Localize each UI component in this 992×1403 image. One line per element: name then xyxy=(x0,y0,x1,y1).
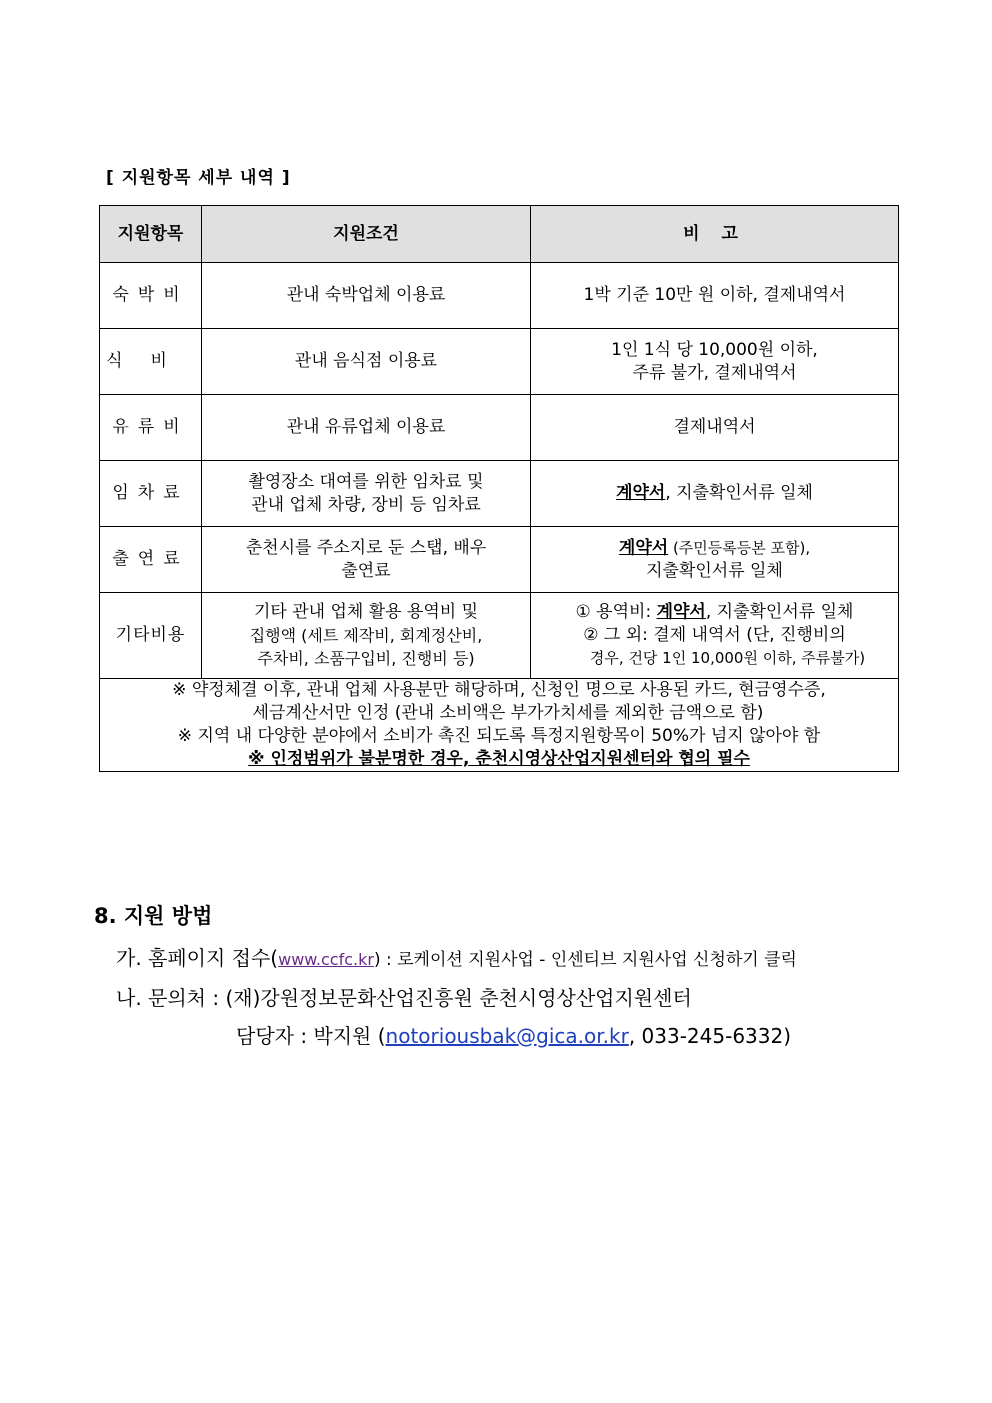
note-line: ② 그 외: 결제 내역서 (단, 진행비의 xyxy=(583,625,846,645)
homepage-link[interactable]: www.ccfc.kr xyxy=(278,950,374,969)
row-item: 유류비 xyxy=(100,395,202,461)
row-condition: 관내 숙박업체 이용료 xyxy=(202,263,531,329)
row-item: 식비 xyxy=(100,329,202,395)
condition-line: 촬영장소 대여를 위한 임차료 및 xyxy=(248,471,484,492)
note-line: 세금계산서만 인정 (관내 소비액은 부가가치세를 제외한 금액으로 함) xyxy=(252,703,764,723)
note-line: 주류 불가, 결제내역서 xyxy=(632,362,797,383)
note-line: 지출확인서류 일체 xyxy=(646,560,783,581)
method-line-homepage xyxy=(116,942,797,971)
note-prefix: ① 용역비: xyxy=(575,602,657,622)
manager-rest: , 033-245-6332) xyxy=(628,1024,792,1048)
email-link[interactable]: notoriousbak@gica.or.kr xyxy=(385,1024,629,1048)
row-note xyxy=(531,461,899,527)
condition-line: 집행액 (세트 제작비, 회계정산비, xyxy=(249,626,483,645)
note-line: ※ 지역 내 다양한 분야에서 소비가 촉진 되도록 특정지원항목이 50%가 넘지 않아야 함 xyxy=(177,726,821,746)
row-condition xyxy=(202,593,531,679)
condition-line: 춘천시를 주소지로 둔 스탭, 배우 xyxy=(245,537,487,558)
note-line xyxy=(537,601,892,624)
note-line: 1인 1식 당 10,000원 이하, xyxy=(611,339,818,360)
note-line: ※ 약정체결 이후, 관내 업체 사용분만 해당하며, 신청인 명으로 사용된 카드, 현금영수증, xyxy=(172,680,826,700)
header-note: 비 고 xyxy=(531,206,899,263)
note-rest: (주민등록등본 포함), xyxy=(668,538,811,557)
notes-cell xyxy=(100,679,899,772)
note-rest: , 지출확인서류 일체 xyxy=(705,602,854,622)
condition-line: 기타 관내 업체 활용 용역비 및 xyxy=(253,602,479,622)
support-items-table xyxy=(99,205,899,772)
contract-strong: 계약서 xyxy=(618,537,669,558)
row-note xyxy=(531,329,899,395)
note-line: 경우, 건당 1인 10,000원 이하, 주류불가) xyxy=(589,649,866,667)
section-label: [ 지원항목 세부 내역 ] xyxy=(106,168,291,188)
row-condition xyxy=(202,461,531,527)
contract-strong: 계약서 xyxy=(656,602,706,622)
table-row xyxy=(100,263,899,329)
method-line-contact: 나. 문의처 : (재)강원정보문화산업진흥원 춘천시영상산업지원센터 xyxy=(116,986,692,1010)
method-prefix: 가. 홈페이지 접수( xyxy=(116,946,279,970)
header-condition: 지원조건 xyxy=(202,206,531,263)
condition-line: 출연료 xyxy=(341,560,391,581)
row-note xyxy=(531,527,899,593)
note-line xyxy=(537,537,892,560)
row-condition xyxy=(202,527,531,593)
table-row xyxy=(100,395,899,461)
note-line-strong: ※ 인정범위가 불분명한 경우, 춘천시영상산업지원센터와 협의 필수 xyxy=(248,749,750,769)
table-header-row xyxy=(100,206,899,263)
method-rest: ) : 로케이션 지원사업 - 인센티브 지원사업 신청하기 클릭 xyxy=(373,950,797,970)
notes-row xyxy=(100,679,899,772)
table-row xyxy=(100,461,899,527)
row-condition: 관내 음식점 이용료 xyxy=(202,329,531,395)
manager-prefix: 담당자 : 박지원 ( xyxy=(236,1024,386,1048)
section-title: 8. 지원 방법 xyxy=(94,904,213,928)
method-line-manager xyxy=(236,1020,791,1049)
row-item: 출연료 xyxy=(100,527,202,593)
row-item: 임차료 xyxy=(100,461,202,527)
table-row xyxy=(100,593,899,679)
header-item: 지원항목 xyxy=(100,206,202,263)
condition-line: 주차비, 소품구입비, 진행비 등) xyxy=(257,649,475,668)
contract-strong: 계약서 xyxy=(616,483,666,503)
row-condition: 관내 유류업체 이용료 xyxy=(202,395,531,461)
row-item: 숙박비 xyxy=(100,263,202,329)
table-row xyxy=(100,329,899,395)
row-note: 결제내역서 xyxy=(531,395,899,461)
row-note xyxy=(531,593,899,679)
table-row xyxy=(100,527,899,593)
row-item: 기타비용 xyxy=(100,593,202,679)
condition-line: 관내 업체 차량, 장비 등 임차료 xyxy=(251,494,481,515)
row-note: 1박 기준 10만 원 이하, 결제내역서 xyxy=(531,263,899,329)
note-rest: , 지출확인서류 일체 xyxy=(665,483,813,503)
